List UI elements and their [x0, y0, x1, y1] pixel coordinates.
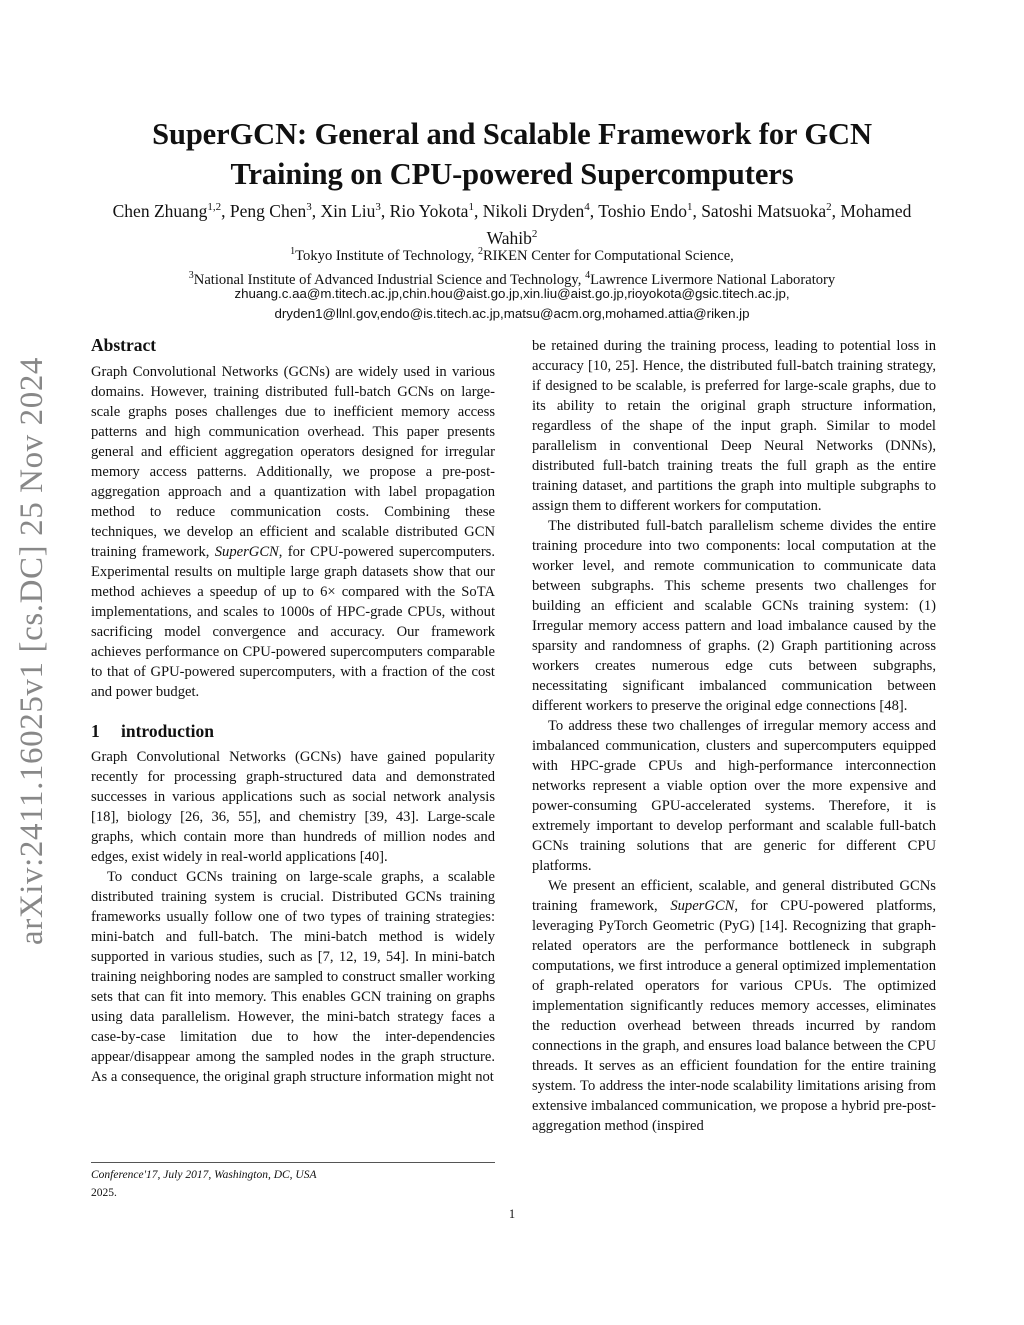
- author-separator: ,: [473, 200, 483, 221]
- left-column: [91, 334, 495, 1087]
- author-affiliation-marker: 3: [375, 201, 381, 213]
- affiliation-line-1: [90, 242, 934, 266]
- intro-paragraph-2: [91, 867, 495, 1087]
- author-affiliation-marker: 4: [584, 201, 590, 213]
- paragraph-text: Graph Convolutional Networks (GCNs) have gained popularity recently for processing graph-structured data and demonstrated successes in various applications such as social network analysis [18], biology [26, 36, 55], and chemistry [39, 43]. Large-scale graphs, which contain more than hundreds of million nodes and edges, exist widely in real-world applications [40].: [91, 749, 495, 865]
- author-name: Rio Yokota: [389, 200, 469, 221]
- right-paragraph-3: [532, 716, 936, 876]
- author-name: Toshio Endo: [598, 200, 687, 221]
- author-separator: ,: [221, 200, 230, 221]
- email-line-1: zhuang.c.aa@m.titech.ac.jp,chin.hou@aist.go.jp,xin.liu@aist.go.jp,rioyokota@gsic.titech.ac.jp,: [234, 286, 790, 301]
- affiliation-marker: 2: [477, 246, 483, 257]
- section-title: introduction: [121, 721, 215, 741]
- paragraph-text: be retained during the training process, leading to potential loss in accuracy [10, 25]. Hence, the distributed full-batch training strategy, if designed to be scalable, is preferred for large-scale graphs, due to its ability to retain the original graph structure information, regardless of the shape of the input graph. Similar to model parallelism in conventional Deep Neural Networks (DNNs), distributed full-batch training treats the full graph as the entire training dataset, and partitions the graph into multiple subgraphs to assign them to different workers for computation.: [532, 338, 936, 514]
- framework-name: SuperGCN: [670, 898, 735, 914]
- page-number: 1: [508, 1207, 516, 1221]
- email-line-2: dryden1@llnl.gov,endo@is.titech.ac.jp,matsu@acm.org,mohamed.attia@riken.jp: [274, 306, 750, 321]
- paragraph-text: , for CPU-powered supercomputers. Experimental results on multiple large graph datasets show that our method achieves a speedup of up to 6× compared with the SoTA implementations, and scales to 1000s of HPC-grade CPUs, without sacrificing model convergence and accuracy. Our framework achieves performance on CPU-powered supercomputers comparable to that of GPU-powered supercomputers, with a fraction of the cost and power budget.: [91, 544, 496, 700]
- paragraph-text: To conduct GCNs training on large-scale graphs, a scalable distributed training system is crucial. Distributed GCNs training frameworks usually follow one of two types of training strategies: mini-batch and full-batch. The mini-batch method is widely supported in various studies, such as [7, 12, 19, 54]. In mini-batch training neighboring nodes are sampled to construct smaller working sets that can fit into memory. This enables GCN training on graphs using data parallelism. However, the mini-batch strategy faces a case-by-case limitation due to how the inter-dependencies appear/disappear among the sampled nodes in the graph structure. As a consequence, the original graph structure information might not: [91, 869, 495, 1085]
- title-line-2: Training on CPU-powered Supercomputers: [230, 157, 794, 191]
- author-affiliation-marker: 2: [531, 227, 538, 240]
- framework-name: SuperGCN: [214, 544, 279, 560]
- introduction-heading: [91, 720, 495, 742]
- arxiv-identifier: arXiv:2411.16025v1 [cs.DC] 25 Nov 2024: [14, 356, 50, 945]
- paper-title: [60, 114, 964, 194]
- abstract-paragraph: [91, 362, 495, 702]
- affiliations: [90, 242, 934, 290]
- author-name: Nikoli Dryden: [482, 200, 585, 221]
- affiliation-name: Lawrence Livermore National Laboratory: [590, 271, 836, 288]
- paragraph-text: Graph Convolutional Networks (GCNs) are widely used in various domains. However, training distributed full-batch GCNs on large-scale graphs poses challenges due to inefficient memory access patterns and high communication overhead. This paper presents general and efficient aggregation operators designed for irregular memory access patterns. Additionally, we propose a pre-post-aggregation approach and a quantization with label propagation method to reduce communication costs. Combining these techniques, we develop an efficient and scalable distributed GCN training framework,: [91, 364, 495, 560]
- author-separator: ,: [311, 200, 321, 221]
- footnote-divider: [91, 1162, 495, 1163]
- right-paragraph-1: [532, 336, 936, 516]
- copyright-year: 2025.: [91, 1187, 117, 1199]
- author-name: Xin Liu: [320, 200, 376, 221]
- paragraph-text: We present an efficient, scalable, and general distributed GCNs training framework,: [532, 878, 936, 914]
- author-separator: ,: [831, 200, 841, 221]
- affiliation-marker: 1: [290, 246, 296, 257]
- intro-paragraph-1: [91, 747, 495, 867]
- author-affiliation-marker: 1: [686, 201, 693, 213]
- affiliation-marker: 3: [188, 269, 194, 281]
- author-affiliation-marker: 2: [826, 201, 832, 213]
- conference-venue: Conference'17, July 2017, Washington, DC, USA: [91, 1169, 317, 1181]
- abstract-heading: Abstract: [91, 335, 157, 355]
- affiliation-name: Tokyo Institute of Technology,: [295, 247, 478, 264]
- author-name: Satoshi Matsuoka: [701, 200, 827, 221]
- affiliation-marker: 4: [585, 269, 591, 281]
- author-affiliation-marker: 1,2: [207, 201, 222, 213]
- paragraph-text: To address these two challenges of irregular memory access and imbalanced communication, clusters and supercomputers equipped with HPC-grade CPUs and high-performance interconnection networks represent a viable option over the more expensive and power-consuming GPU-accelerated systems. Therefore, it is extremely important to develop performant and scalable full-batch GCNs training solutions that are generic for different CPU platforms.: [532, 718, 936, 874]
- footnote: [91, 1166, 495, 1202]
- author-separator: ,: [692, 200, 702, 221]
- author-affiliation-marker: 3: [306, 201, 312, 213]
- right-paragraph-4: [532, 876, 936, 1136]
- affiliation-name: RIKEN Center for Computational Science,: [482, 247, 734, 264]
- author-affiliation-marker: 1: [468, 201, 474, 213]
- author-name: Chen Zhuang: [112, 200, 208, 221]
- title-line-1: SuperGCN: General and Scalable Framework for GCN: [152, 117, 872, 151]
- author-separator: ,: [380, 200, 390, 221]
- paragraph-text: The distributed full-batch parallelism scheme divides the entire training procedure into two components: local computation at the worker level, and remote communication to communicate data between subgraphs. This scheme presents two challenges for building an efficient and scalable GCNs training system: (1) Irregular memory access pattern and load imbalance caused by the sparsity and randomness of graphs. (2) Graph partitioning across workers creates numerous edge cuts between subgraphs, necessitating significant imbalanced communication between different workers to preserve the original edge connections [48].: [532, 518, 936, 714]
- paragraph-text: , for CPU-powered platforms, leveraging PyTorch Geometric (PyG) [14]. Recognizing that graph-related operators are the performance bottleneck in subgraph computations, we first introduce a general optimized implementation of graph-related operators for various CPUs. The optimized implementation significantly reduces memory accesses, eliminates the reduction overhead between threads incurred by random connections in the graph, and ensures load balance between the CPU threads. It serves as an efficient foundation for the entire training system. To address the inter-node scalability limitations arising from extensive imbalanced communication, we propose a hybrid pre-post-aggregation method (inspired: [532, 898, 936, 1134]
- author-emails: [90, 284, 934, 324]
- section-number: 1: [91, 721, 100, 741]
- author-name: Mohamed Wahib: [486, 200, 912, 248]
- right-paragraph-2: [532, 516, 936, 716]
- author-separator: ,: [589, 200, 599, 221]
- right-column: [532, 336, 936, 1136]
- affiliation-name: National Institute of Advanced Industrial Science and Technology,: [193, 271, 586, 288]
- author-name: Peng Chen: [229, 200, 307, 221]
